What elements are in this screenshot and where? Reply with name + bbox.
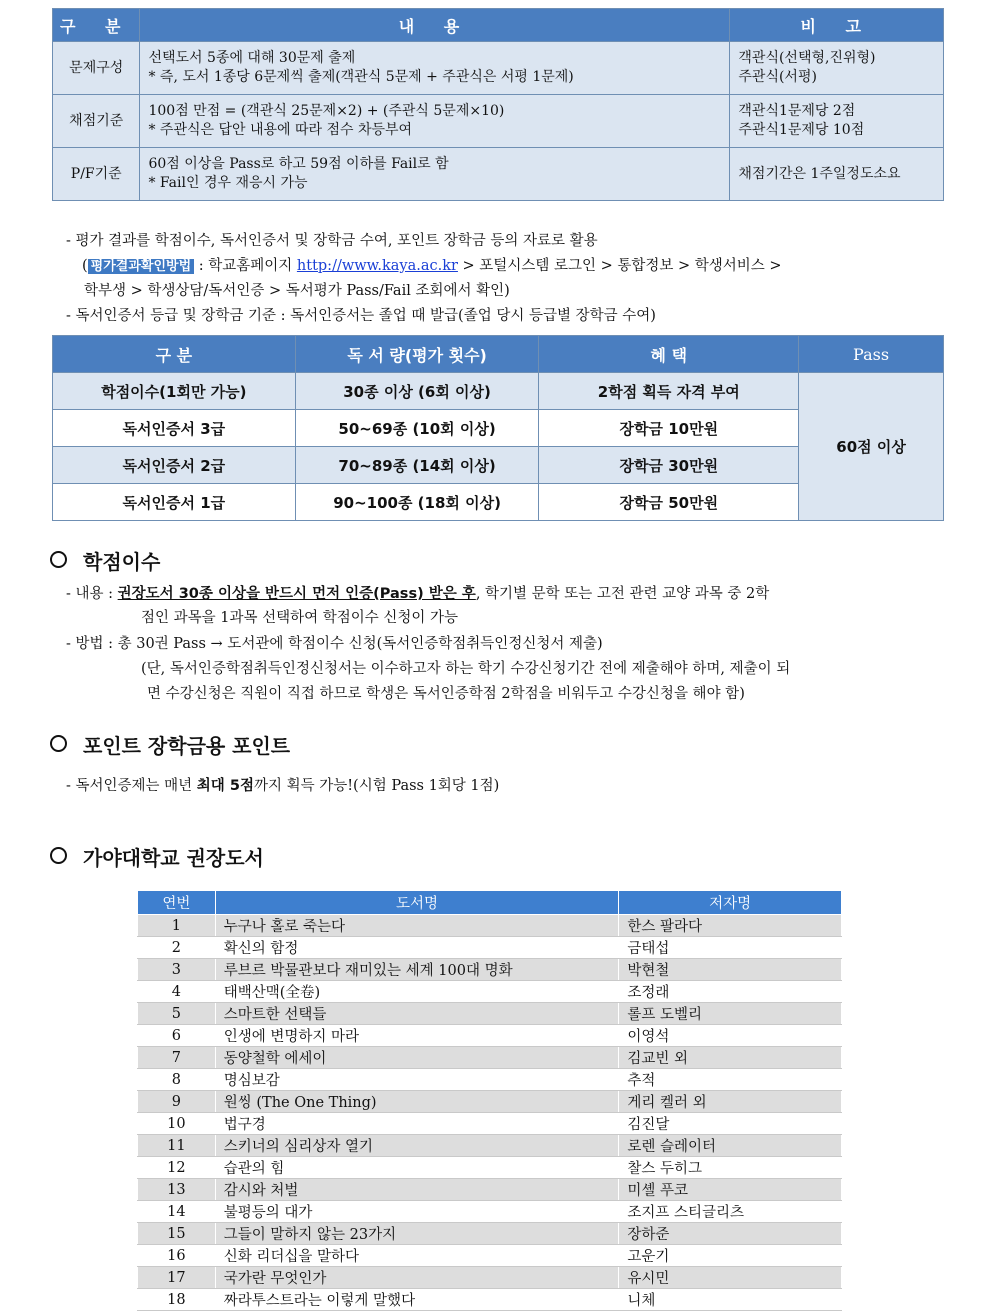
- table-row: [138, 1003, 842, 1025]
- book-author: 김교빈 외: [619, 1047, 842, 1069]
- table-header-row: [53, 9, 944, 42]
- cell-category: 학점이수(1회만 가능): [53, 373, 296, 410]
- cell-reading-amount: 50~69종 (10회 이상): [295, 410, 539, 447]
- book-number: 7: [138, 1047, 216, 1069]
- book-author: 이영석: [619, 1025, 842, 1047]
- row-content: [140, 95, 730, 148]
- credit-method-note: (단, 독서인증학점취득인정신청서는 이수하고자 하는 학기 수강신청기간 전에 제출해야 하며, 제출이 되: [141, 661, 791, 677]
- book-number: 16: [138, 1245, 216, 1267]
- table-row: [138, 1135, 842, 1157]
- content-line: 선택도서 5종에 대해 30문제 출제: [148, 50, 356, 66]
- table-row: [138, 1113, 842, 1135]
- header-category: 구 분: [53, 9, 140, 42]
- cell-reading-amount: 90~100종 (18회 이상): [295, 484, 539, 521]
- book-author: 유시민: [619, 1267, 842, 1289]
- recommended-books-table: [137, 890, 842, 1311]
- book-title: 스키너의 심리상자 열기: [215, 1135, 619, 1157]
- header-benefit: 혜 택: [539, 336, 799, 373]
- header-reading-amount: 독 서 량(평가 횟수): [295, 336, 539, 373]
- section-title-text: 포인트 장학금용 포인트: [83, 734, 291, 758]
- book-number: 18: [138, 1289, 216, 1311]
- book-title: 스마트한 선택들: [215, 1003, 619, 1025]
- cell-pass-value: 60점 이상: [799, 373, 944, 521]
- book-number: 17: [138, 1267, 216, 1289]
- book-title: 짜라투스트라는 이렇게 말했다: [215, 1289, 619, 1311]
- book-author: 장하준: [619, 1223, 842, 1245]
- note-text: > 포털시스템 로그인 > 통합정보 > 학생서비스 >: [457, 258, 782, 274]
- books-body: [138, 915, 842, 1311]
- content-prefix: - 내용 :: [66, 586, 118, 602]
- points-text: - 독서인증제는 매년: [66, 778, 197, 794]
- book-author: 로렌 슬레이터: [619, 1135, 842, 1157]
- book-number: 3: [138, 959, 216, 981]
- note-path: 학부생 > 학생상담/독서인증 > 독서평가 Pass/Fail 조회에서 확인): [84, 283, 510, 299]
- book-author: 김진달: [619, 1113, 842, 1135]
- section-title-points: [50, 730, 290, 759]
- table-row: [138, 1245, 842, 1267]
- book-title: 원씽 (The One Thing): [215, 1091, 619, 1113]
- note-line: 객관식(선택형,진위형): [738, 50, 876, 66]
- table-row: [138, 1069, 842, 1091]
- header-note: 비 고: [730, 9, 944, 42]
- points-text: 까지 획득 가능!(시험 Pass 1회당 1점): [253, 778, 500, 794]
- table-row: [53, 148, 944, 201]
- table-header-row: [138, 891, 842, 915]
- points-description: [66, 774, 499, 795]
- section-title-books: [50, 842, 264, 871]
- note-certificate: - 독서인증서 등급 및 장학금 기준 : 독서인증서는 졸업 때 발급(졸업 당시 등급별 장학금 수여): [66, 308, 656, 324]
- book-title: 국가란 무엇인가: [215, 1267, 619, 1289]
- section-title-credit: [50, 546, 160, 575]
- table-row: [138, 959, 842, 981]
- row-label: 채점기준: [53, 95, 140, 148]
- book-author: 고운기: [619, 1245, 842, 1267]
- note-usage: - 평가 결과를 학점이수, 독서인증서 및 장학금 수여, 포인트 장학금 등의 자료로 활용: [66, 233, 598, 249]
- credit-method-note-2: 면 수강신청은 직원이 직접 하므로 학생은 독서인증학점 2학점을 비워두고 수강신청을 해야 함): [147, 686, 745, 702]
- cell-reading-amount: 30종 이상 (6회 이상): [295, 373, 539, 410]
- note-line: 주관식(서평): [738, 69, 817, 85]
- table-row: [138, 1289, 842, 1311]
- header-title: 도서명: [215, 891, 619, 915]
- book-title: 감시와 처벌: [215, 1179, 619, 1201]
- row-label: P/F기준: [53, 148, 140, 201]
- table-row: [138, 981, 842, 1003]
- note-text: : 학교홈페이지: [194, 258, 297, 274]
- book-number: 15: [138, 1223, 216, 1245]
- open-paren: (: [82, 258, 88, 274]
- book-author: 추적: [619, 1069, 842, 1091]
- row-note: [730, 148, 944, 201]
- note-line: 객관식1문제당 2점: [738, 103, 856, 119]
- circle-bullet-icon: [50, 735, 67, 752]
- book-author: 니체: [619, 1289, 842, 1311]
- book-author: 조정래: [619, 981, 842, 1003]
- book-number: 11: [138, 1135, 216, 1157]
- table-row: [138, 1267, 842, 1289]
- content-emphasis: 권장도서 30종 이상을 반드시 먼저 인증(Pass) 받은 후: [117, 586, 476, 602]
- evaluation-criteria-table: [52, 8, 944, 201]
- book-title: 인생에 변명하지 마라: [215, 1025, 619, 1047]
- credit-content: [66, 582, 769, 603]
- book-author: 박현철: [619, 959, 842, 981]
- book-author: 금태섭: [619, 937, 842, 959]
- header-content: 내 용: [140, 9, 730, 42]
- book-number: 2: [138, 937, 216, 959]
- book-author: 한스 팔라다: [619, 915, 842, 937]
- content-line: * 주관식은 답안 내용에 따라 점수 차등부여: [148, 122, 413, 138]
- book-number: 8: [138, 1069, 216, 1091]
- row-content: [140, 148, 730, 201]
- row-content: [140, 42, 730, 95]
- table-row: [138, 1091, 842, 1113]
- book-title: 명심보감: [215, 1069, 619, 1091]
- book-number: 9: [138, 1091, 216, 1113]
- book-author: 조지프 스티글리츠: [619, 1201, 842, 1223]
- cell-benefit: 장학금 30만원: [539, 447, 799, 484]
- header-category: 구 분: [53, 336, 296, 373]
- credit-content-line2: 점인 과목을 1과목 선택하여 학점이수 신청이 가능: [141, 610, 459, 626]
- circle-bullet-icon: [50, 551, 67, 568]
- table-row: [138, 1157, 842, 1179]
- cell-category: 독서인증서 2급: [53, 447, 296, 484]
- book-number: 10: [138, 1113, 216, 1135]
- book-author: 찰스 두히그: [619, 1157, 842, 1179]
- book-title: 신화 리더십을 말하다: [215, 1245, 619, 1267]
- book-title: 동양철학 에세이: [215, 1047, 619, 1069]
- cell-benefit: 장학금 50만원: [539, 484, 799, 521]
- cell-benefit: 2학점 획득 자격 부여: [539, 373, 799, 410]
- book-title: 법구경: [215, 1113, 619, 1135]
- book-number: 14: [138, 1201, 216, 1223]
- content-rest: , 학기별 문학 또는 고전 관련 교양 과목 중 2학: [475, 586, 770, 602]
- cell-category: 독서인증서 1급: [53, 484, 296, 521]
- certificate-grade-table: [52, 335, 944, 521]
- table-row: [138, 1025, 842, 1047]
- table-row: [138, 937, 842, 959]
- section-title-text: 학점이수: [83, 550, 161, 574]
- book-title: 태백산맥(全卷): [215, 981, 619, 1003]
- credit-method: - 방법 : 총 30권 Pass → 도서관에 학점이수 신청(독서인증학점취득인정신청서 제출): [66, 636, 603, 652]
- book-title: 확신의 함정: [215, 937, 619, 959]
- book-number: 5: [138, 1003, 216, 1025]
- homepage-link[interactable]: http://www.kaya.ac.kr: [296, 258, 458, 274]
- content-line: 60점 이상을 Pass로 하고 59점 이하를 Fail로 함: [148, 156, 449, 172]
- table-row: [53, 373, 944, 410]
- note-check-method: [82, 254, 782, 275]
- section-title-text: 가야대학교 권장도서: [83, 846, 264, 870]
- table-row: [53, 42, 944, 95]
- table-row: [138, 1179, 842, 1201]
- table-row: [138, 1223, 842, 1245]
- content-line: 100점 만점 = (객관식 25문제×2) + (주관식 5문제×10): [148, 103, 505, 119]
- table-row: [138, 915, 842, 937]
- book-number: 6: [138, 1025, 216, 1047]
- book-number: 13: [138, 1179, 216, 1201]
- header-pass: Pass: [799, 336, 944, 373]
- table-row: [138, 1201, 842, 1223]
- book-author: 미셸 푸코: [619, 1179, 842, 1201]
- row-note: [730, 95, 944, 148]
- book-title: 누구나 홀로 죽는다: [215, 915, 619, 937]
- header-author: 저자명: [619, 891, 842, 915]
- header-number: 연번: [138, 891, 216, 915]
- book-author: 게리 켈러 외: [619, 1091, 842, 1113]
- book-title: 루브르 박물관보다 재미있는 세계 100대 명화: [215, 959, 619, 981]
- book-title: 습관의 힘: [215, 1157, 619, 1179]
- content-line: * Fail인 경우 재응시 가능: [148, 175, 308, 191]
- circle-bullet-icon: [50, 847, 67, 864]
- book-author: 롤프 도벨리: [619, 1003, 842, 1025]
- book-number: 12: [138, 1157, 216, 1179]
- table-row: [53, 95, 944, 148]
- book-number: 4: [138, 981, 216, 1003]
- points-max: 최대 5점: [196, 778, 254, 794]
- note-line: 주관식1문제당 10점: [738, 122, 865, 138]
- table-header-row: [53, 336, 944, 373]
- cell-benefit: 장학금 10만원: [539, 410, 799, 447]
- check-method-label: 평가결과확인방법: [88, 259, 194, 274]
- book-number: 1: [138, 915, 216, 937]
- book-title: 불평등의 대가: [215, 1201, 619, 1223]
- row-note: [730, 42, 944, 95]
- cell-category: 독서인증서 3급: [53, 410, 296, 447]
- note-line: 채점기간은 1주일정도소요: [738, 165, 901, 182]
- row-label: 문제구성: [53, 42, 140, 95]
- table-row: [138, 1047, 842, 1069]
- content-line: * 즉, 도서 1종당 6문제씩 출제(객관식 5문제 + 주관식은 서평 1문제): [148, 69, 574, 85]
- cell-reading-amount: 70~89종 (14회 이상): [295, 447, 539, 484]
- book-title: 그들이 말하지 않는 23가지: [215, 1223, 619, 1245]
